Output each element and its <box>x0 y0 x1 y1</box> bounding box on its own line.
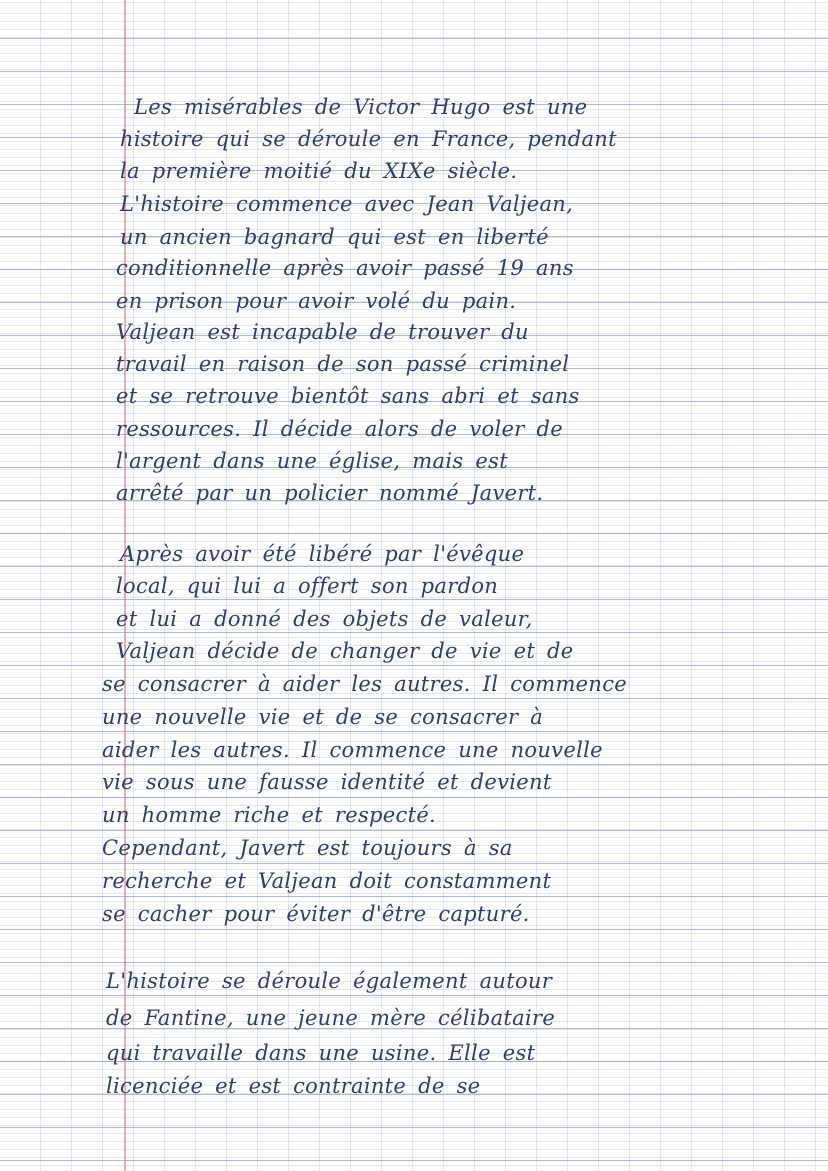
text-line: conditionnelle après avoir passé 19 ans <box>116 256 574 280</box>
text-line: l'argent dans une église, mais est <box>116 449 508 473</box>
text-line: Après avoir été libéré par l'évêque <box>120 542 525 566</box>
text-line: recherche et Valjean doit constamment <box>102 869 552 893</box>
text-line: local, qui lui a offert son pardon <box>116 574 499 598</box>
text-line: vie sous une fausse identité et devient <box>102 770 552 794</box>
text-line: se cacher pour éviter d'être capturé. <box>102 902 530 926</box>
text-line: aider les autres. Il commence une nouvelle <box>102 738 603 762</box>
text-line: histoire qui se déroule en France, pendant <box>120 127 617 151</box>
text-line: en prison pour avoir volé du pain. <box>116 289 517 313</box>
text-line: arrêté par un policier nommé Javert. <box>116 481 544 505</box>
text-line: la première moitié du XIXe siècle. <box>120 159 518 183</box>
text-line: Valjean est incapable de trouver du <box>116 320 529 344</box>
text-line: ressources. Il décide alors de voler de <box>116 417 563 441</box>
text-line: Les misérables de Victor Hugo est une <box>134 95 588 119</box>
text-line: licenciée et est contrainte de se <box>106 1074 481 1098</box>
text-line: qui travaille dans une usine. Elle est <box>106 1041 536 1065</box>
text-line: se consacrer à aider les autres. Il commence <box>102 672 627 696</box>
text-line: un ancien bagnard qui est en liberté <box>120 225 549 249</box>
text-line: travail en raison de son passé criminel <box>116 352 570 376</box>
text-line: une nouvelle vie et de se consacrer à <box>102 705 544 729</box>
text-line: et lui a donné des objets de valeur, <box>116 607 533 631</box>
text-line: Valjean décide de changer de vie et de <box>116 639 574 663</box>
text-line: de Fantine, une jeune mère célibataire <box>106 1006 556 1030</box>
text-line: Cependant, Javert est toujours à sa <box>102 836 513 860</box>
text-line: un homme riche et respecté. <box>102 803 437 827</box>
text-line: L'histoire commence avec Jean Valjean, <box>120 192 574 216</box>
text-line: L'histoire se déroule également autour <box>106 969 553 993</box>
text-line: et se retrouve bientôt sans abri et sans <box>116 384 580 408</box>
